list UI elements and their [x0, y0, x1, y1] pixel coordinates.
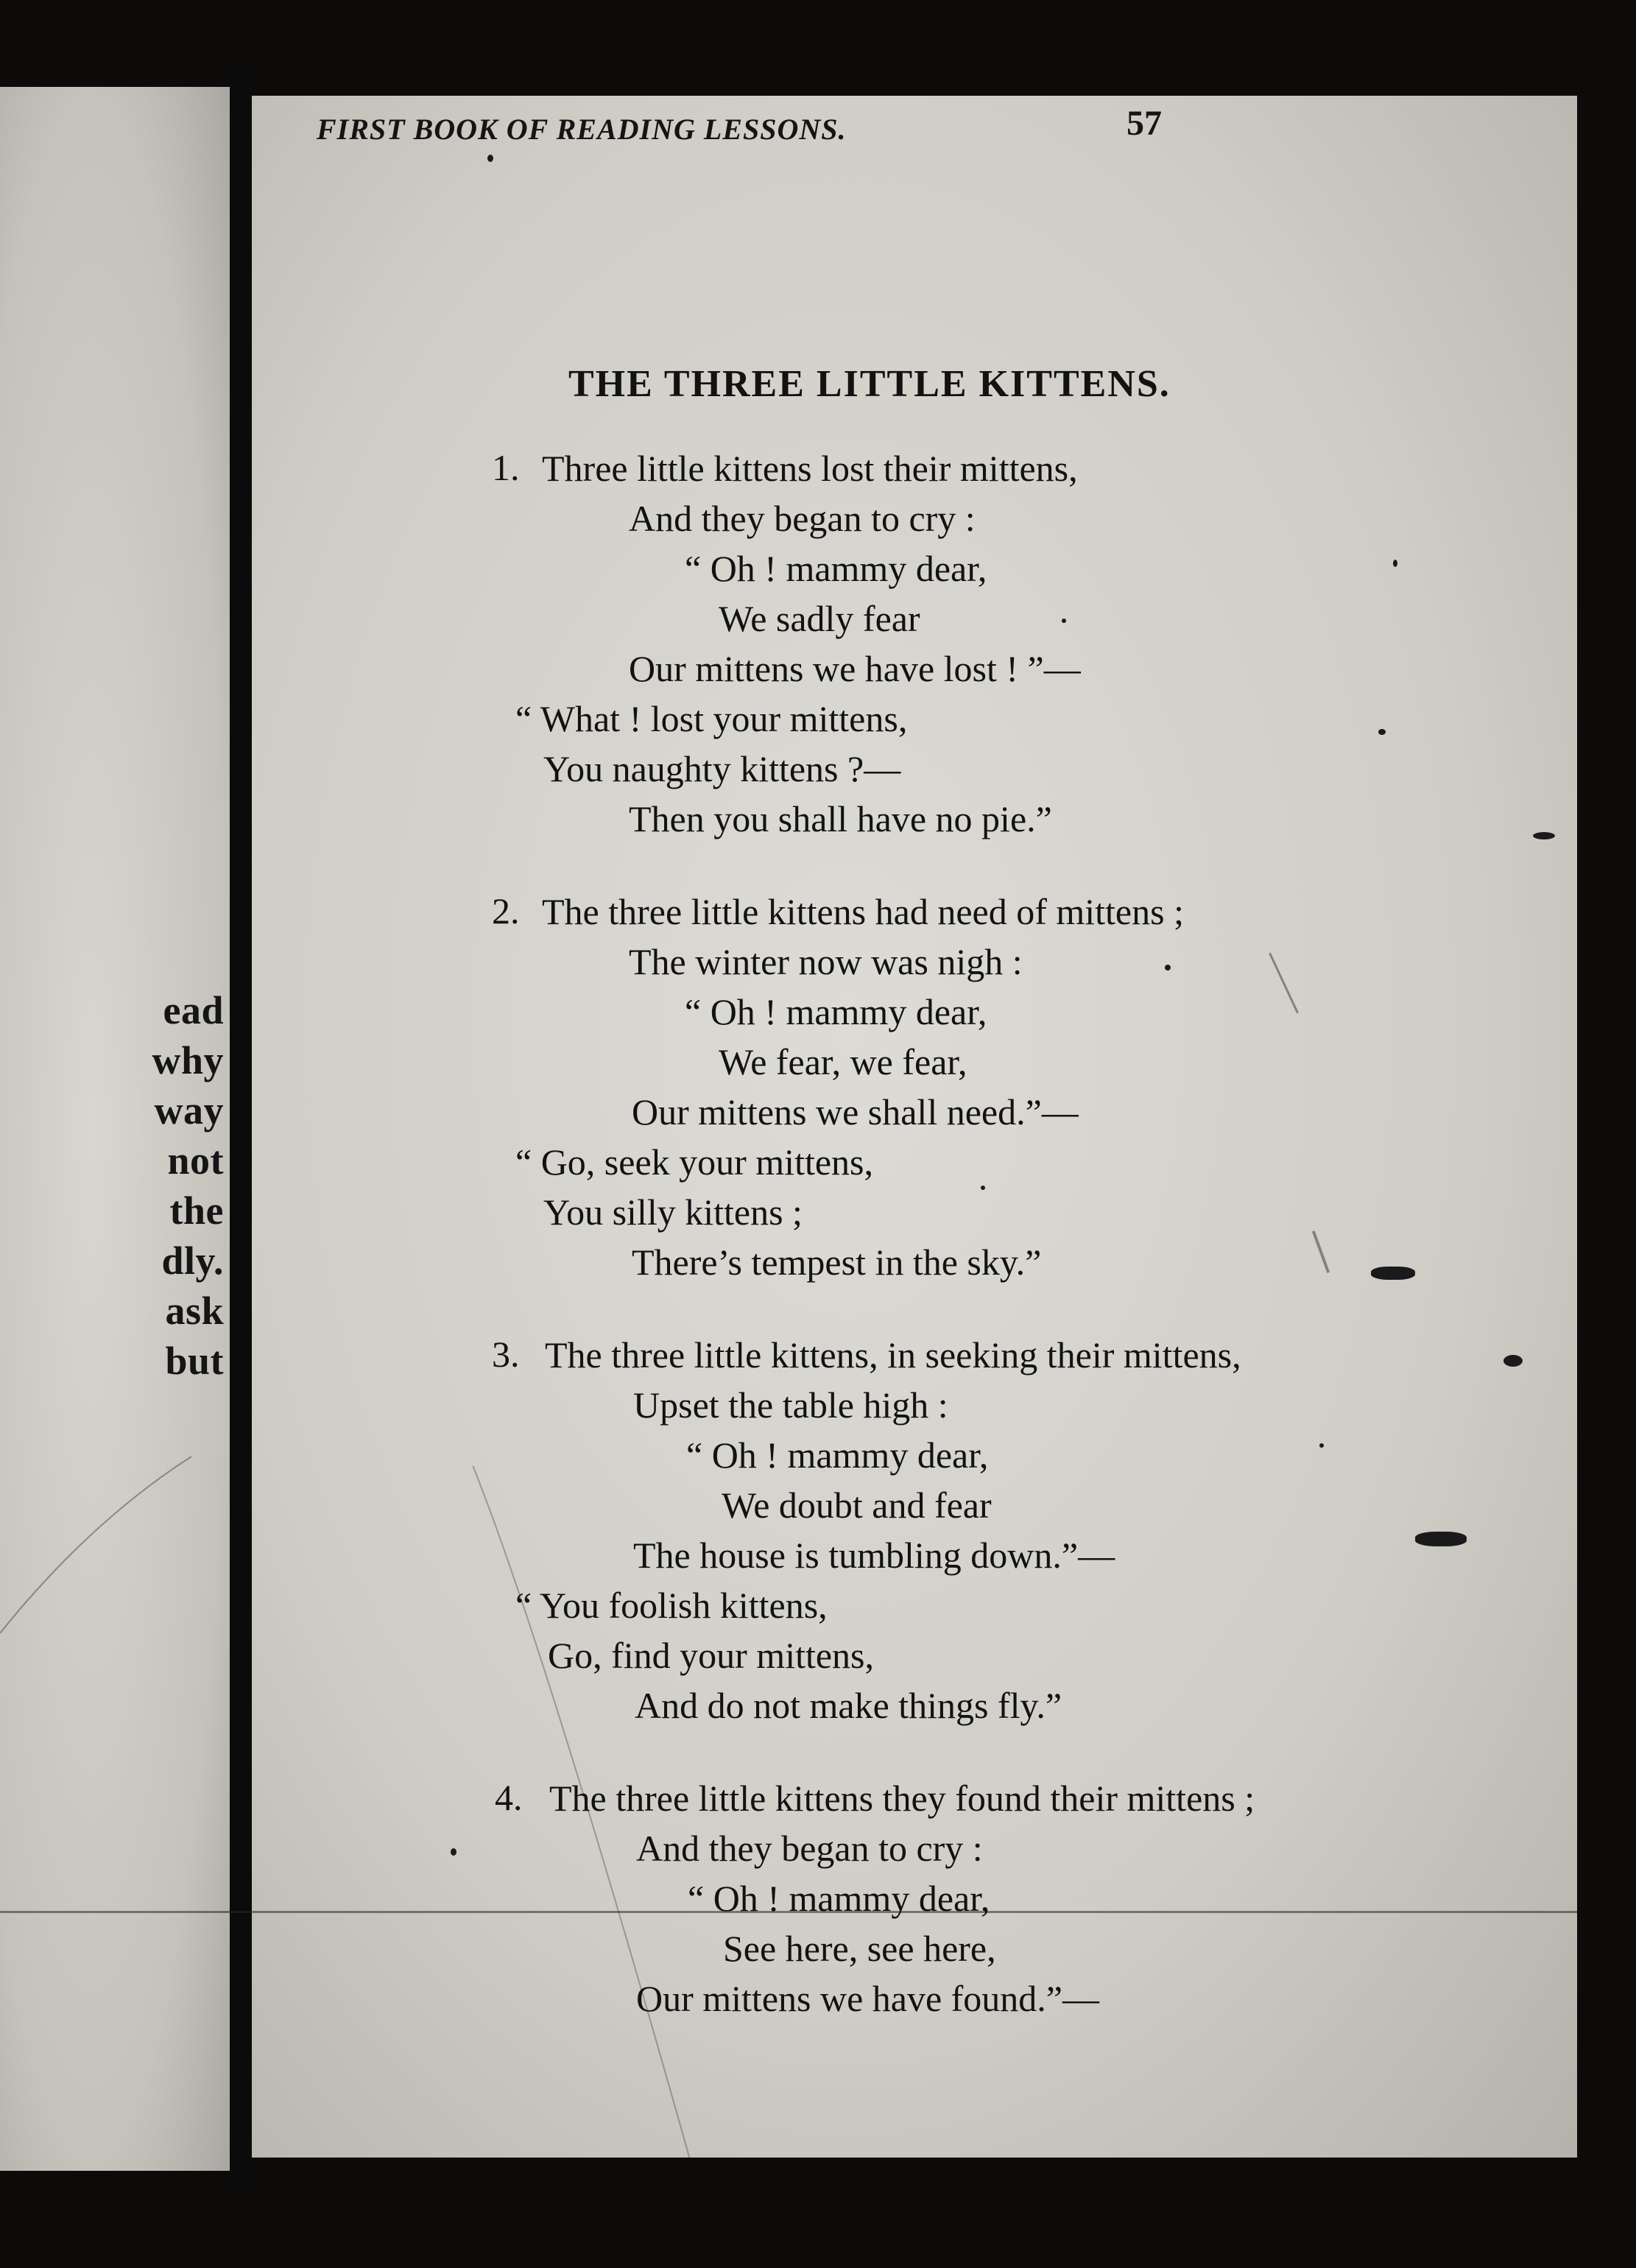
- poem-line: Our mittens we have lost ! ”—: [629, 648, 1081, 689]
- poem-line: We doubt and fear: [722, 1485, 992, 1526]
- book-gutter: [230, 74, 252, 2180]
- poem-line: And do not make things fly.”: [635, 1685, 1062, 1726]
- poem-line: Go, find your mittens,: [548, 1635, 875, 1676]
- poem-line: The three little kittens, in seeking their mittens,: [545, 1334, 1241, 1376]
- poem-line: The winter now was nigh :: [629, 941, 1023, 982]
- poem-line: We fear, we fear,: [719, 1041, 967, 1082]
- left-page-fragment: not: [167, 1138, 224, 1183]
- poem-title: THE THREE LITTLE KITTENS.: [568, 363, 1171, 405]
- stanza-number: 4.: [495, 1777, 523, 1818]
- poem-line: “ Oh ! mammy dear,: [685, 991, 987, 1032]
- left-page-fragment: dly.: [161, 1239, 224, 1283]
- poem-line: “ Go, seek your mittens,: [515, 1141, 874, 1183]
- poem-line: “ Oh ! mammy dear,: [686, 1434, 989, 1476]
- running-header: FIRST BOOK OF READING LESSONS.: [317, 113, 847, 146]
- poem-line: Our mittens we have found.”—: [636, 1978, 1100, 2019]
- poem-line: We sadly fear: [719, 598, 920, 639]
- poem-line: The three little kittens they found their mittens ;: [549, 1778, 1255, 1819]
- poem-line: And they began to cry :: [636, 1828, 983, 1869]
- page-number: 57: [1126, 104, 1162, 143]
- poem-line: “ What ! lost your mittens,: [515, 698, 908, 739]
- left-page-fragment: the: [169, 1188, 224, 1233]
- left-page-fragment: ead: [163, 988, 224, 1032]
- poem-line: You silly kittens ;: [543, 1191, 803, 1233]
- left-page-fragment: why: [152, 1038, 224, 1082]
- stanza-number: 3.: [492, 1334, 520, 1375]
- poem-line: See here, see here,: [723, 1928, 996, 1969]
- left-page-fragment: but: [165, 1339, 224, 1383]
- poem-line: Our mittens we shall need.”—: [632, 1091, 1079, 1133]
- poem-line: And they began to cry :: [629, 498, 976, 539]
- scan-border: [1577, 74, 1636, 2180]
- poem-line: There’s tempest in the sky.”: [632, 1242, 1042, 1283]
- poem-line: You naughty kittens ?—: [543, 748, 901, 789]
- stanza-number: 2.: [492, 890, 520, 932]
- poem-line: “ Oh ! mammy dear,: [685, 548, 987, 589]
- pencil-mark: [0, 1412, 230, 1633]
- poem-line: The house is tumbling down.”—: [633, 1535, 1115, 1576]
- left-page-fragment: ask: [165, 1289, 224, 1333]
- left-page-fragment: way: [154, 1088, 224, 1133]
- poem-line: Upset the table high :: [633, 1384, 948, 1426]
- poem-line: Then you shall have no pie.”: [629, 798, 1052, 839]
- poem-line: “ You foolish kittens,: [515, 1585, 828, 1626]
- left-page: [0, 87, 230, 2171]
- poem-line: “ Oh ! mammy dear,: [688, 1878, 990, 1919]
- poem-line: Three little kittens lost their mittens,: [542, 448, 1078, 489]
- stanza-number: 1.: [492, 447, 520, 488]
- poem-line: The three little kittens had need of mittens ;: [542, 891, 1184, 932]
